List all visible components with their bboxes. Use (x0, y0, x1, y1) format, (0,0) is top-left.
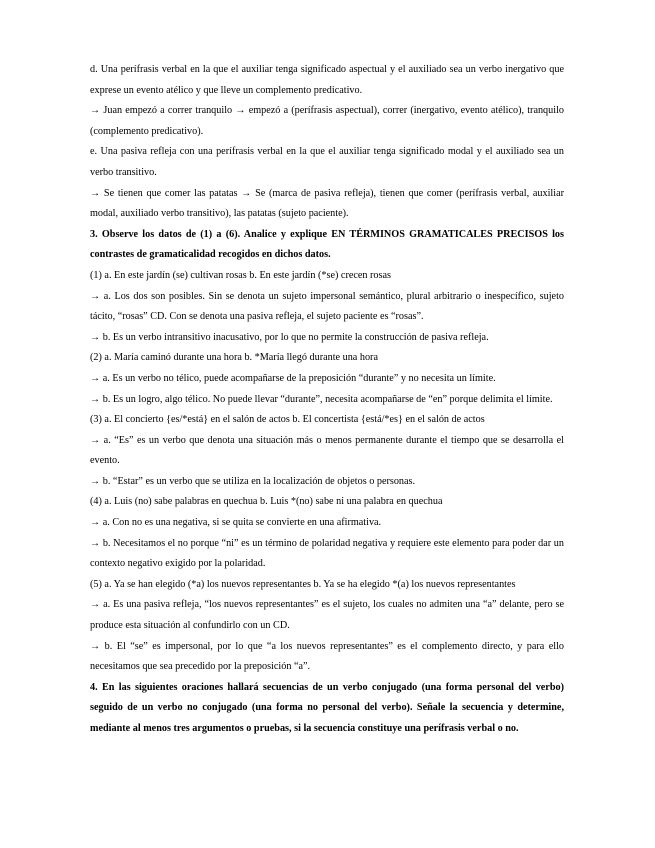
document-page (90, 60, 564, 740)
exercise-heading: 3. Observe los datos de (1) a (6). Analice y explique EN TÉRMINOS GRAMATICALES PRECISOS los contrastes de gramaticalidad recogidos en dichos datos. (90, 228, 564, 261)
paragraph: d. Una perífrasis verbal en la que el auxiliar tenga significado aspectual y el auxiliado sea un verbo inergativo que exprese un evento atélico y que lleve un complemento predicativo. (90, 64, 564, 96)
paragraph: (4) a. Luis (no) sabe palabras en quechua b. Luis *(no) sabe ni una palabra en quechua (90, 496, 443, 508)
paragraph: → b. Necesitamos el no porque “ni” es un término de polaridad negativa y requiere este elemento para poder dar un contexto negativo exigido por la polaridad. (90, 537, 564, 570)
paragraph: → Se tienen que comer las patatas → Se (marca de pasiva refleja), tienen que comer (perífrasis verbal, auxiliar modal, auxiliado verbo transitivo), las patatas (sujeto paciente). (90, 187, 564, 220)
paragraph: (2) a. María caminó durante una hora b. *María llegó durante una hora (90, 352, 378, 364)
paragraph: → a. Con no es una negativa, si se quita se convierte en una afirmativa. (90, 517, 382, 529)
paragraph: (3) a. El concierto {es/*está} en el salón de actos b. El concertista {está/*es} en el salón de actos (90, 414, 485, 426)
paragraph: → b. Es un verbo intransitivo inacusativo, por lo que no permite la construcción de pasiva refleja. (90, 331, 489, 343)
paragraph: (5) a. Ya se han elegido (*a) los nuevos representantes b. Ya se ha elegido *(a) los nuevos representantes (90, 578, 516, 590)
paragraph: (1) a. En este jardín (se) cultivan rosas b. En este jardín (*se) crecen rosas (90, 269, 391, 281)
exercise-heading: 4. En las siguientes oraciones hallará secuencias de un verbo conjugado (una forma personal del verbo) seguido de un verbo no conjugado (una forma no personal del verbo). Señale la secuencia y determine, mediante al menos tres argumentos o pruebas, si la secuencia constituye una perífrasis verbal o no. (90, 681, 564, 734)
paragraph: → b. “Estar” es un verbo que se utiliza en la localización de objetos o personas. (90, 475, 416, 487)
paragraph: → a. Es una pasiva refleja, “los nuevos representantes” es el sujeto, los cuales no admiten una “a” delante, pero se produce esta situación al confundirlo con un CD. (90, 599, 564, 632)
paragraph: e. Una pasiva refleja con una perífrasis verbal en la que el auxiliar tenga significado modal y el auxiliado sea un verbo transitivo. (90, 146, 564, 178)
paragraph: → a. Es un verbo no télico, puede acompañarse de la preposición “durante” y no necesita un límite. (90, 372, 496, 384)
paragraph: → a. “Es” es un verbo que denota una situación más o menos permanente durante el tiempo que se desarrolla el evento. (90, 434, 564, 467)
paragraph: → b. Es un logro, algo télico. No puede llevar “durante”, necesita acompañarse de “en” porque delimita el límite. (90, 393, 553, 405)
paragraph: → a. Los dos son posibles. Sin se denota un sujeto impersonal semántico, plural arbitrario o inespecífico, sujeto tácito, “rosas” CD. Con se denota una pasiva refleja, el sujeto paciente es “rosas”. (90, 290, 564, 323)
paragraph: → b. El “se” es impersonal, por lo que “a los nuevos representantes” es el complemento directo, y para ello necesitamos que sea precedido por la preposición “a”. (90, 640, 564, 673)
paragraph: → Juan empezó a correr tranquilo → empezó a (perífrasis aspectual), correr (inergativo, evento atélico), tranquilo (complemento predicativo). (90, 105, 564, 137)
